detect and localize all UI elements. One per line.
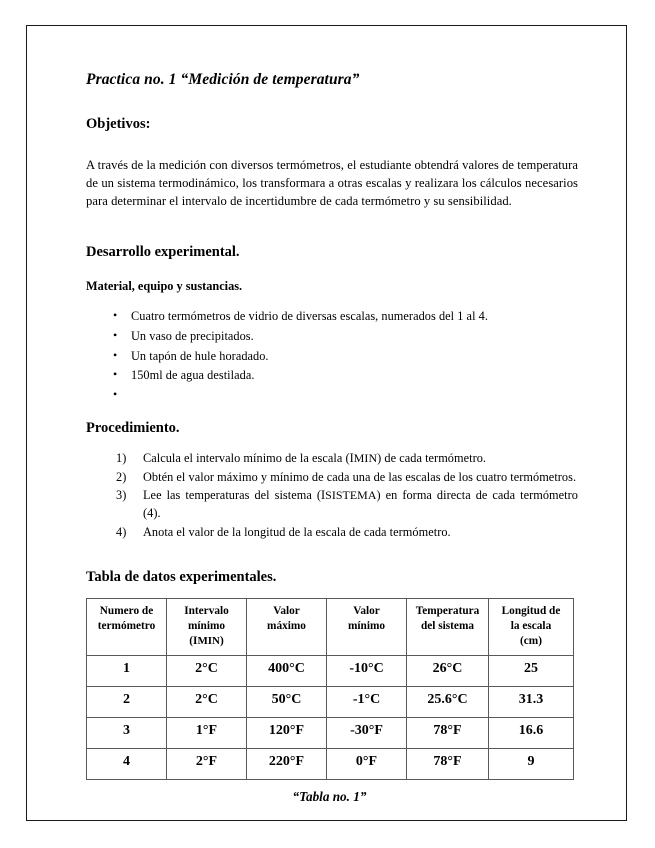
cell-max-value: 400°C [247, 656, 327, 687]
table-row [87, 656, 574, 687]
header-line-2: mínimo [347, 620, 386, 633]
table-column-header [407, 599, 489, 656]
header-line-3: (I [189, 635, 198, 648]
cell-system-temp: 26°C [407, 656, 489, 687]
cell-min-value: -1°C [327, 687, 407, 718]
objectives-heading: Objetivos: [86, 115, 151, 132]
header-paren-close: ) [219, 635, 224, 648]
table-column-header [87, 599, 167, 656]
header-line-2: mínimo [187, 620, 226, 633]
procedure-list [86, 450, 578, 542]
materials-list [86, 307, 578, 401]
list-item-number: 3) [116, 488, 127, 503]
list-item [86, 386, 578, 400]
cell-system-temp: 78°F [407, 749, 489, 780]
experimental-data-table [86, 598, 574, 780]
header-line-1: Temperatura [415, 605, 480, 618]
cell-max-value: 120°F [247, 718, 327, 749]
cell-max-value: 220°F [247, 749, 327, 780]
cell-scale-length: 25 [489, 656, 574, 687]
list-item [86, 469, 578, 487]
page-border [26, 25, 627, 821]
list-item [86, 450, 578, 468]
table-column-header [489, 599, 574, 656]
cell-thermometer-number: 3 [87, 718, 167, 749]
list-item: • Cuatro termómetros de vidrio de diversas escalas, numerados del 1 al 4. [86, 307, 578, 327]
materials-heading: Material, equipo y sustancias. [86, 279, 243, 293]
header-line-1: Numero de [99, 605, 154, 618]
list-item: • Un vaso de precipitados. [86, 327, 578, 347]
objectives-paragraph: A través de la medición con diversos termómetros, el estudiante obtendrá valores de temperatura de un sistema termodinámico, los transformara a otras escalas y realizara los cálculos necesarios para determinar el intervalo de incertidumbre de cada termómetro y su sensibilidad. [86, 157, 578, 208]
subscript-imin: MIN [353, 450, 378, 465]
list-item-number: 4) [116, 525, 127, 540]
subscript-imin: MIN [197, 635, 220, 648]
table-row [87, 687, 574, 718]
table-header [87, 599, 574, 656]
cell-thermometer-number: 2 [87, 687, 167, 718]
list-item-number: 1) [116, 450, 127, 465]
cell-scale-length: 9 [489, 749, 574, 780]
cell-thermometer-number: 4 [87, 749, 167, 780]
list-item-text: Obtén el valor máximo y mínimo de cada una de las escalas de los cuatro termómetros. [143, 469, 577, 484]
table-header-row [87, 599, 574, 656]
cell-thermometer-number: 1 [87, 656, 167, 687]
list-item-text: Anota el valor de la longitud de la escala de cada termómetro. [143, 525, 451, 540]
header-line-1: Valor [353, 605, 380, 618]
cell-max-value: 50°C [247, 687, 327, 718]
table-column-header [247, 599, 327, 656]
subscript-isistema: SISTEMA [325, 488, 377, 503]
list-item-text-tail: ) en forma directa de cada termómetro (4). [143, 488, 578, 521]
list-item-text: Calcula el intervalo mínimo de la escala (I [143, 450, 354, 465]
page-title: Practica no. 1 “Medición de temperatura” [86, 71, 360, 88]
development-heading: Desarrollo experimental. [86, 243, 240, 260]
header-line-2: la escala [510, 620, 552, 633]
header-line-1: Longitud de [501, 605, 561, 618]
list-item-number: 2) [116, 469, 127, 484]
cell-min-value: -30°F [327, 718, 407, 749]
header-line-1: Intervalo [184, 605, 229, 618]
cell-min-interval: 1°F [167, 718, 247, 749]
cell-min-interval: 2°C [167, 687, 247, 718]
header-line-2: máximo [267, 620, 306, 633]
cell-min-value: 0°F [327, 749, 407, 780]
header-line-2: del sistema [420, 620, 475, 633]
cell-system-temp: 25.6°C [407, 687, 489, 718]
list-item [86, 487, 578, 523]
list-item-text-tail: ) de cada termómetro. [377, 450, 487, 465]
header-line-1: Valor [273, 605, 300, 618]
table-row [87, 749, 574, 780]
cell-scale-length: 31.3 [489, 687, 574, 718]
table-caption: “Tabla no. 1” [292, 789, 367, 805]
list-item [86, 524, 578, 542]
cell-system-temp: 78°F [407, 718, 489, 749]
header-line-2: termómetro [97, 620, 156, 633]
header-line-3: (cm) [520, 635, 542, 648]
cell-min-interval: 2°C [167, 656, 247, 687]
table-row [87, 718, 574, 749]
document-body [86, 71, 578, 805]
list-item-text: Lee las temperaturas del sistema (I [143, 488, 326, 503]
table-column-header [327, 599, 407, 656]
list-item: • Un tapón de hule horadado. [86, 347, 578, 367]
list-item: • 150ml de agua destilada. [86, 366, 578, 386]
table-body [87, 656, 574, 780]
table-heading: Tabla de datos experimentales. [86, 568, 277, 585]
table-column-header [167, 599, 247, 656]
cell-min-interval: 2°F [167, 749, 247, 780]
procedure-heading: Procedimiento. [86, 420, 180, 437]
cell-scale-length: 16.6 [489, 718, 574, 749]
cell-min-value: -10°C [327, 656, 407, 687]
